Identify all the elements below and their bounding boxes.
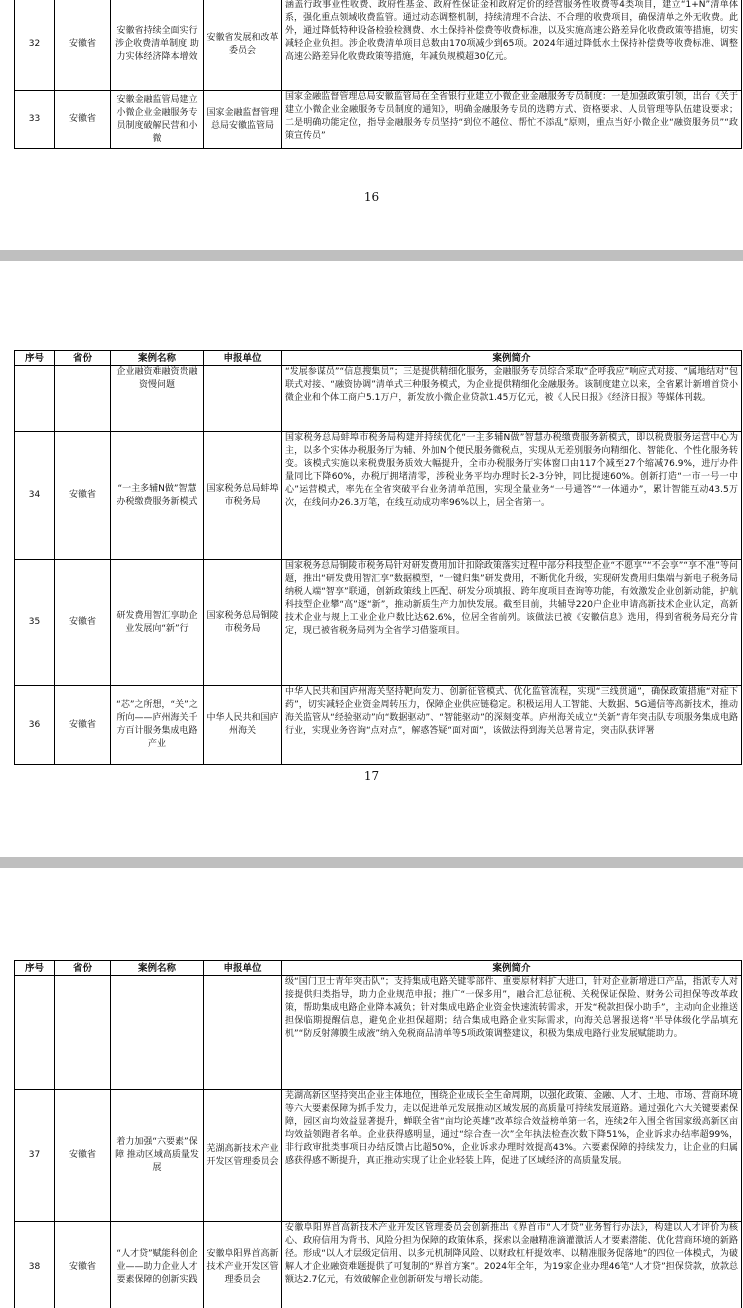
row-number [15, 366, 55, 432]
table-row [15, 91, 742, 149]
row-province: 安徽省 [55, 1222, 111, 1308]
table-row [15, 560, 742, 686]
table-row [15, 366, 742, 432]
header-case-name: 案例名称 [111, 351, 204, 366]
page-number: 17 [363, 769, 380, 783]
page-separator [0, 857, 743, 868]
row-case-name: 研发费用智汇享助企业发展向“新”行 [111, 560, 204, 686]
row-unit: 国家金融监督管理总局安徽监管局 [204, 91, 282, 149]
row-description: 安徽阜阳界首高新技术产业开发区管理委员会创新推出《界首市“人才贷”业务暂行办法》，构建以人才评价为核心、政府信用为背书、风险分担为保障的政策体系，探索以金融精准滴灌激活人才要素潜能、优化营商环境的新路径。形成“以人才层级定信用、以多元机制降风险、以财政杠杆提效率、以精准服务促落地”的四位一体模式，为破解人才企业融资难题提供了可复制的“界首方案”。2024年全年，为19家企业办理46笔“人才贷”担保贷款，放款总额达2.7亿元，有效破解企业创新研发与增长动能。 [282, 1222, 742, 1308]
table-row [15, 976, 742, 1090]
row-case-name: 企业融资难融资贵融资慢问题 [111, 366, 204, 432]
header-case-name: 案例名称 [111, 961, 204, 976]
row-description: 国家税务总局蚌埠市税务局构建并持续优化“一主多辅N做”智慧办税缴费服务新模式，即以税费服务运营中心为主，以多个实体办税服务厅为辅、外加N个便民服务微税点，实现从无差别服务向精细化、智能化、个性化服务转变。该模式实施以来税费服务质效大幅提升，全市办税服务厅实体窗口由117个减至27个缩减76.9%，进厅办件量同比下降60%，办税厅拥堵清零，涉税业务平均办理时长2-3分钟，同比提速60%。创新打造“一市一号一中心”运营模式，率先在全省突破平台业务清单范围，实现全量业务“一号通答”“一体通办”，累计智能互动43.5万次，在线问办26.3万笔，在线互动成功率96%以上，居全省第一。 [282, 432, 742, 560]
row-number: 33 [15, 91, 55, 149]
row-number [15, 976, 55, 1090]
row-unit: 国家税务总局蚌埠市税务局 [204, 432, 282, 560]
row-description: 涵盖行政事业性收费、政府性基金、政府性保证金和政府定价的经营服务性收费等4类项目，建立“1+N”清单体系，强化重点领域收费监管。通过动态调整机制，持续清理不合法、不合理的收费项目，确保清单之外无收费。此外，通过降低特种设备检验检测费、水土保持补偿费等收费标准，以及实施高速公路差异化收费政策等措施，切实减轻企业负担。涉企收费清单项目总数由170项减少到65项。2024年通过降低水土保持补偿费等收费标准、调整高速公路差异化收费政策等措施，年减负规模超30亿元。 [282, 0, 742, 91]
page-18 [0, 868, 743, 1308]
row-description: “发展参谋员”“信息搜集员”；三是提供精细化服务，金融服务专员综合采取“企呼我应”响应式对接、“属地结对”包联式对接、“融资协调”清单式三种服务模式，为企业提供精细化金融服务。该制度建立以来，全省累计新增首贷小微企业和个体工商户5.1万户，新发放小微企业贷款1.45万亿元，被《人民日报》《经济日报》等媒体刊载。 [282, 366, 742, 432]
row-province: 安徽省 [55, 686, 111, 765]
row-case-name [111, 976, 204, 1090]
row-number: 34 [15, 432, 55, 560]
page-separator [0, 250, 743, 261]
header-province: 省份 [55, 961, 111, 976]
row-province: 安徽省 [55, 0, 111, 91]
row-case-name: “芯”之所想，“关”之所向——庐州海关千方百计服务集成电路产业 [111, 686, 204, 765]
row-description: 芜湖高新区坚持突出企业主体地位，围绕企业成长全生命周期，以强化政策、金融、人才、土地、市场、营商环境等六大要素保障为抓手发力，走以促进单元发展推动区域发展的高质量可持续发展道路。通过强化六大关键要素保障，园区亩均效益显著提升，蝉联全省“亩均论英雄”改革综合效益榜单第一名，连续2年入围全省国家级高新区亩均效益领跑者名单。企业获得感明显，通过“综合查一次”全年执法检查次数下降51%，企业诉求办结率超99%，非行政审批类事项日办结反馈占比超50%，企业诉求办理时效提高43%。六要素保障的持续发力，让企业的归属感获得感不断提升，真正推动实现了让企业轻装上阵，促进了区域经济的高质量发展。 [282, 1090, 742, 1222]
header-unit: 申报单位 [204, 351, 282, 366]
row-description: 国家金融监督管理总局安徽监管局在全省银行业建立小微企业金融服务专员制度：一是加强政策引领，出台《关于建立小微企业金融服务专员制度的通知》，明确金融服务专员的选聘方式、资格要求、人员管理等队伍建设要求；二是明确功能定位，指导金融服务专员坚持“到位不越位、帮忙不添乱”原则，重点当好小微企业“融资服务员”“政策宣传员” [282, 91, 742, 149]
row-number: 32 [15, 0, 55, 91]
row-number: 35 [15, 560, 55, 686]
row-unit: 芜湖高新技术产业开发区管理委员会 [204, 1090, 282, 1222]
row-description: 级“国门卫士青年突击队”；支持集成电路关键零部件、重要原材料扩大进口，针对企业新增进口产品，指派专人对接提供归类指导，助力企业规范申报；推广“一保多用”，融合汇总征税、关税保证保险、财务公司担保等改革政策，帮助集成电路企业降本减负；针对集成电路企业资金快速流转需求，开发“税款担保小助手”，主动向企业推送担保临期提醒信息，避免企业担保超期；结合集成电路企业实际需求，向海关总署报送将“半导体级化学品填充机”“防反射薄膜生成液”纳入免税商品清单等5项政策调整建议，积极为集成电路行业发展赋能助力。 [282, 976, 742, 1090]
row-case-name: 安徽金融监管局建立小微企业金融服务专员制度破解民营和小微 [111, 91, 204, 149]
table-row [15, 1090, 742, 1222]
row-province: 安徽省 [55, 91, 111, 149]
row-case-name: “人才贷”赋能科创企业——助力企业人才要素保障的创新实践 [111, 1222, 204, 1308]
row-unit: 国家税务总局铜陵市税务局 [204, 560, 282, 686]
row-unit [204, 366, 282, 432]
row-unit: 安徽阜阳界首高新技术产业开发区管理委员会 [204, 1222, 282, 1308]
table-row [15, 686, 742, 765]
page-number: 16 [363, 190, 380, 204]
row-unit [204, 976, 282, 1090]
header-description: 案例简介 [282, 351, 742, 366]
row-province [55, 366, 111, 432]
header-unit: 申报单位 [204, 961, 282, 976]
row-province: 安徽省 [55, 432, 111, 560]
row-description: 中华人民共和国庐州海关坚持靶向发力、创新征管模式、优化监管流程，实现“三线贯通”，确保政策措施“对症下药”，切实减轻企业资金周转压力，保障企业供应链稳定。积极运用人工智能、大数据、5G通信等高新技术，推动海关监管从“经验驱动”向“数据驱动”、“智能驱动”的深刻变革。庐州海关成立“关新”青年突击队专项服务集成电路行业，实现业务咨询“点对点”，解惑答疑“面对面”，该做法得到海关总署肯定，突击队获评署 [282, 686, 742, 765]
page-17 [0, 261, 743, 857]
table-row [15, 1222, 742, 1308]
row-case-name: 安徽省持续全面实行涉企收费清单制度 助力实体经济降本增效 [111, 0, 204, 91]
row-case-name: “一主多辅N做”智慧办税缴费服务新模式 [111, 432, 204, 560]
case-table-page17 [14, 350, 742, 765]
table-header-row [15, 961, 742, 976]
row-number: 38 [15, 1222, 55, 1308]
table-row [15, 0, 742, 91]
header-number: 序号 [15, 351, 55, 366]
table-header-row [15, 351, 742, 366]
row-description: 国家税务总局铜陵市税务局针对研发费用加计扣除政策落实过程中部分科技型企业“不愿享”“不会享”“享不准”等问题，推出“研发费用智汇享”数据模型，“一键归集”研发费用，不断优化升级，实现研发费用归集端与新电子税务局纳税人端“智享”联通，创新政策线上匹配、研发分项填报、跨年度项目查询等功能，有效激发企业创新动能，护航科技型企业攀“高”逐“新”，推动新质生产力加快发展。截至目前，共辅导220户企业申请高新技术企业认定，高新技术企业与规上工业企业户数比达62.6%，位居全省前列。该做法已被《安徽信息》选用，得到省税务局充分肯定，现已被省税务局列为全省学习借鉴项目。 [282, 560, 742, 686]
row-unit: 中华人民共和国庐州海关 [204, 686, 282, 765]
header-number: 序号 [15, 961, 55, 976]
header-description: 案例简介 [282, 961, 742, 976]
row-province: 安徽省 [55, 1090, 111, 1222]
header-province: 省份 [55, 351, 111, 366]
case-table-page18 [14, 960, 742, 1308]
row-number: 37 [15, 1090, 55, 1222]
case-table-page16 [14, 0, 742, 149]
row-province: 安徽省 [55, 560, 111, 686]
table-row [15, 432, 742, 560]
page-16 [0, 0, 743, 250]
row-number: 36 [15, 686, 55, 765]
row-case-name: 着力加强“六要素”保障 推动区域高质量发展 [111, 1090, 204, 1222]
row-unit: 安徽省发展和改革委员会 [204, 0, 282, 91]
row-province [55, 976, 111, 1090]
